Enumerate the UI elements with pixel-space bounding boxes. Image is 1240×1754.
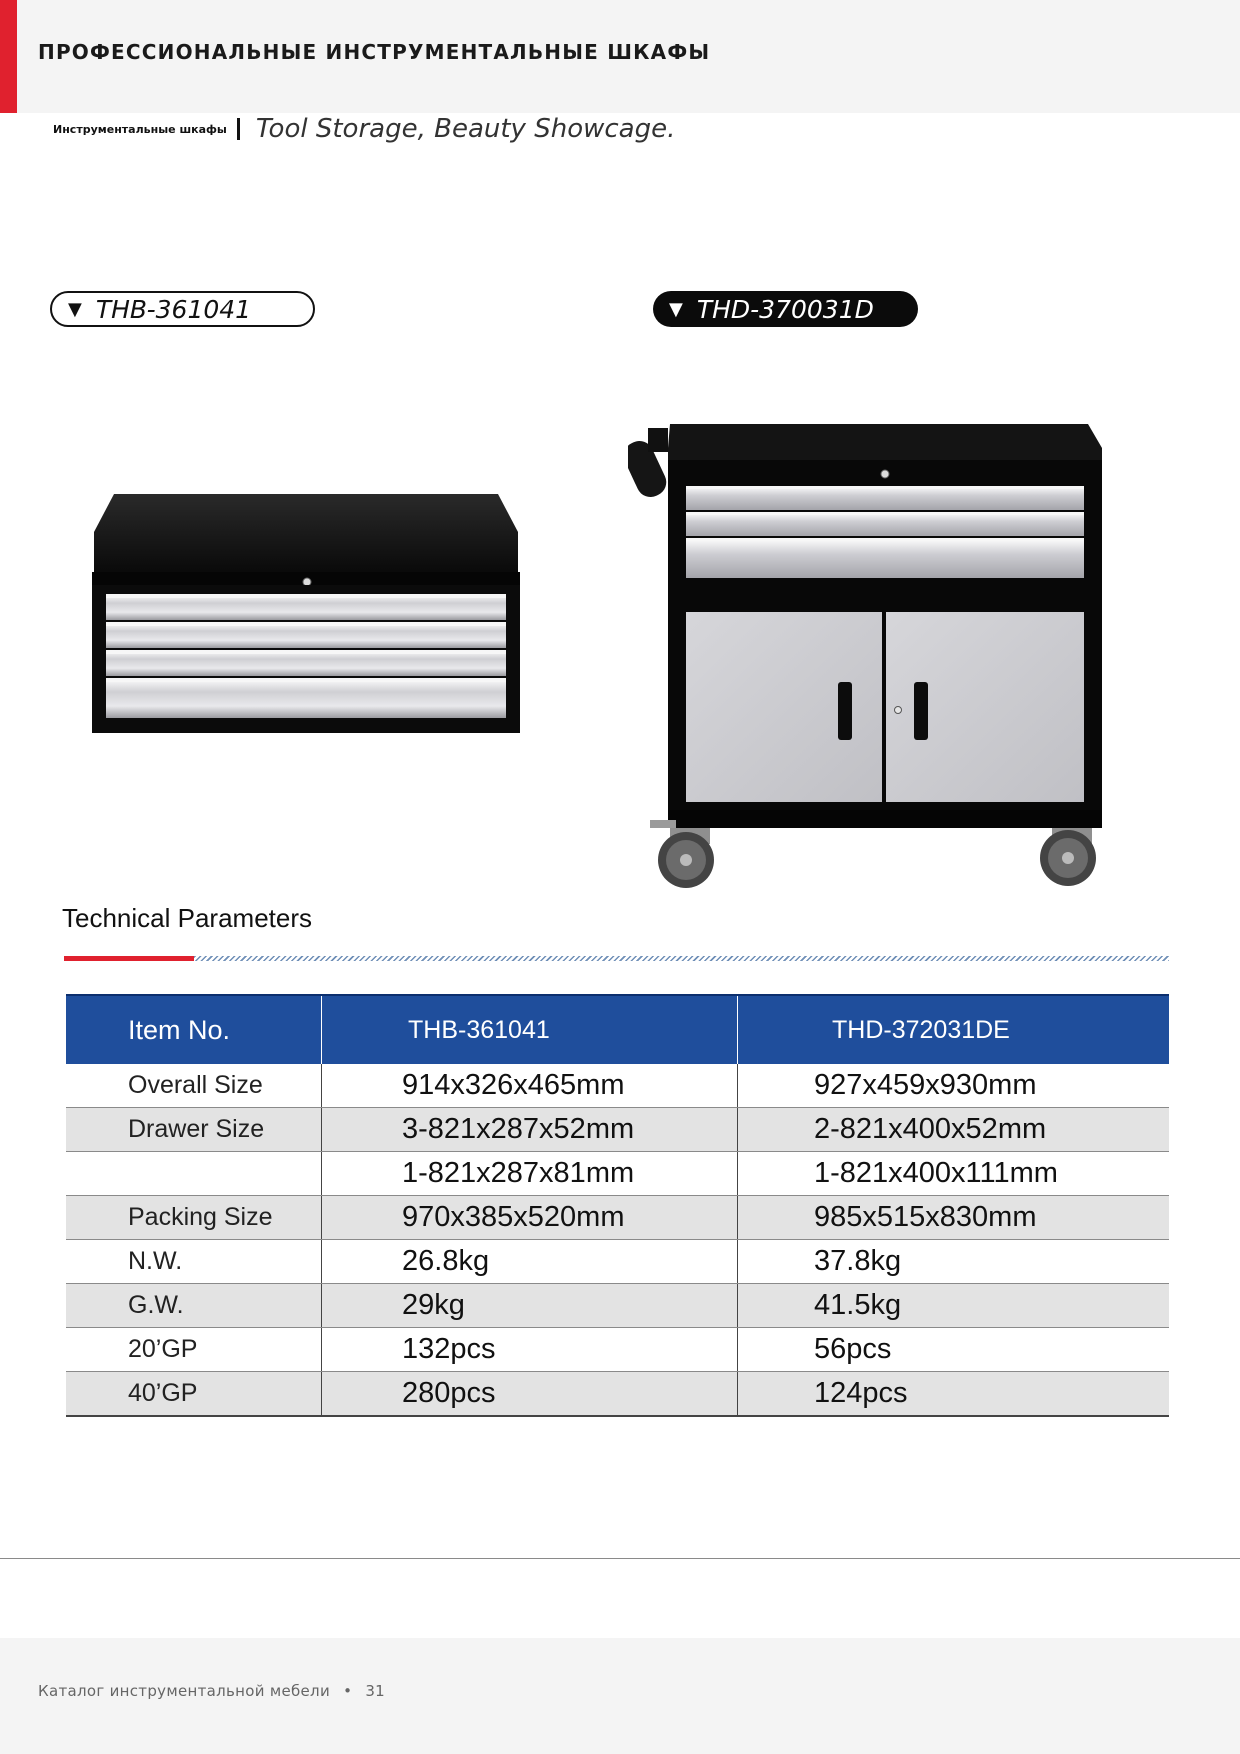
footer-caption <box>38 1682 385 1700</box>
spec-header-row <box>66 995 1169 1064</box>
row-label: Packing Size <box>66 1196 322 1240</box>
table-row <box>66 1196 1169 1240</box>
footer-separator: • <box>343 1682 353 1700</box>
table-row <box>66 1064 1169 1108</box>
triangle-down-icon: ▼ <box>68 298 82 320</box>
row-value: 29kg <box>322 1284 738 1328</box>
header-accent-bar <box>0 0 17 113</box>
tool-cart-image <box>628 420 1104 892</box>
row-value: 2-821x400x52mm <box>738 1108 1170 1152</box>
subtitle-en: Tool Storage, Beauty Showcage. <box>255 114 676 144</box>
model-name-chest: THB-361041 <box>95 294 252 324</box>
model-name-cart: THD-370031D <box>696 294 874 324</box>
row-value: 3-821x287x52mm <box>322 1108 738 1152</box>
row-label: 40’GP <box>66 1372 322 1417</box>
page-title: ПРОФЕССИОНАЛЬНЫЕ ИНСТРУМЕНТАЛЬНЫЕ ШКАФЫ <box>38 40 711 64</box>
row-value: 132pcs <box>322 1328 738 1372</box>
row-value: 124pcs <box>738 1372 1170 1417</box>
page-number: 31 <box>365 1682 385 1700</box>
subtitle-divider <box>237 118 240 140</box>
spec-table <box>66 994 1169 1417</box>
row-value: 985x515x830mm <box>738 1196 1170 1240</box>
table-row <box>66 1284 1169 1328</box>
row-value: 927x459x930mm <box>738 1064 1170 1108</box>
row-value: 26.8kg <box>322 1240 738 1284</box>
model-label-cart <box>653 291 918 327</box>
triangle-down-icon: ▼ <box>669 298 683 320</box>
table-row <box>66 1152 1169 1196</box>
row-label: N.W. <box>66 1240 322 1284</box>
footer-catalog-name: Каталог инструментальной мебели <box>38 1682 330 1700</box>
row-value: 56pcs <box>738 1328 1170 1372</box>
model-label-chest <box>50 291 315 327</box>
section-rule-hatch <box>194 956 1169 961</box>
row-value: 1-821x287x81mm <box>322 1152 738 1196</box>
spec-header-cell: THB-361041 <box>322 995 738 1064</box>
row-value: 41.5kg <box>738 1284 1170 1328</box>
row-value: 37.8kg <box>738 1240 1170 1284</box>
row-label: Overall Size <box>66 1064 322 1108</box>
row-label: 20’GP <box>66 1328 322 1372</box>
section-title: Technical Parameters <box>62 903 312 933</box>
row-label <box>66 1152 322 1196</box>
subtitle-ru: Инструментальные шкафы <box>53 122 227 136</box>
table-row <box>66 1108 1169 1152</box>
tool-chest-image <box>88 490 524 736</box>
footer-divider <box>0 1558 1240 1559</box>
table-row <box>66 1240 1169 1284</box>
row-label: G.W. <box>66 1284 322 1328</box>
table-row <box>66 1328 1169 1372</box>
table-row <box>66 1372 1169 1417</box>
row-label: Drawer Size <box>66 1108 322 1152</box>
row-value: 280pcs <box>322 1372 738 1417</box>
row-value: 1-821x400x111mm <box>738 1152 1170 1196</box>
row-value: 970x385x520mm <box>322 1196 738 1240</box>
spec-header-cell: THD-372031DE <box>738 995 1170 1064</box>
spec-header-cell: Item No. <box>66 995 322 1064</box>
subtitle-row <box>53 112 675 146</box>
section-rule-accent <box>64 956 194 961</box>
row-value: 914x326x465mm <box>322 1064 738 1108</box>
